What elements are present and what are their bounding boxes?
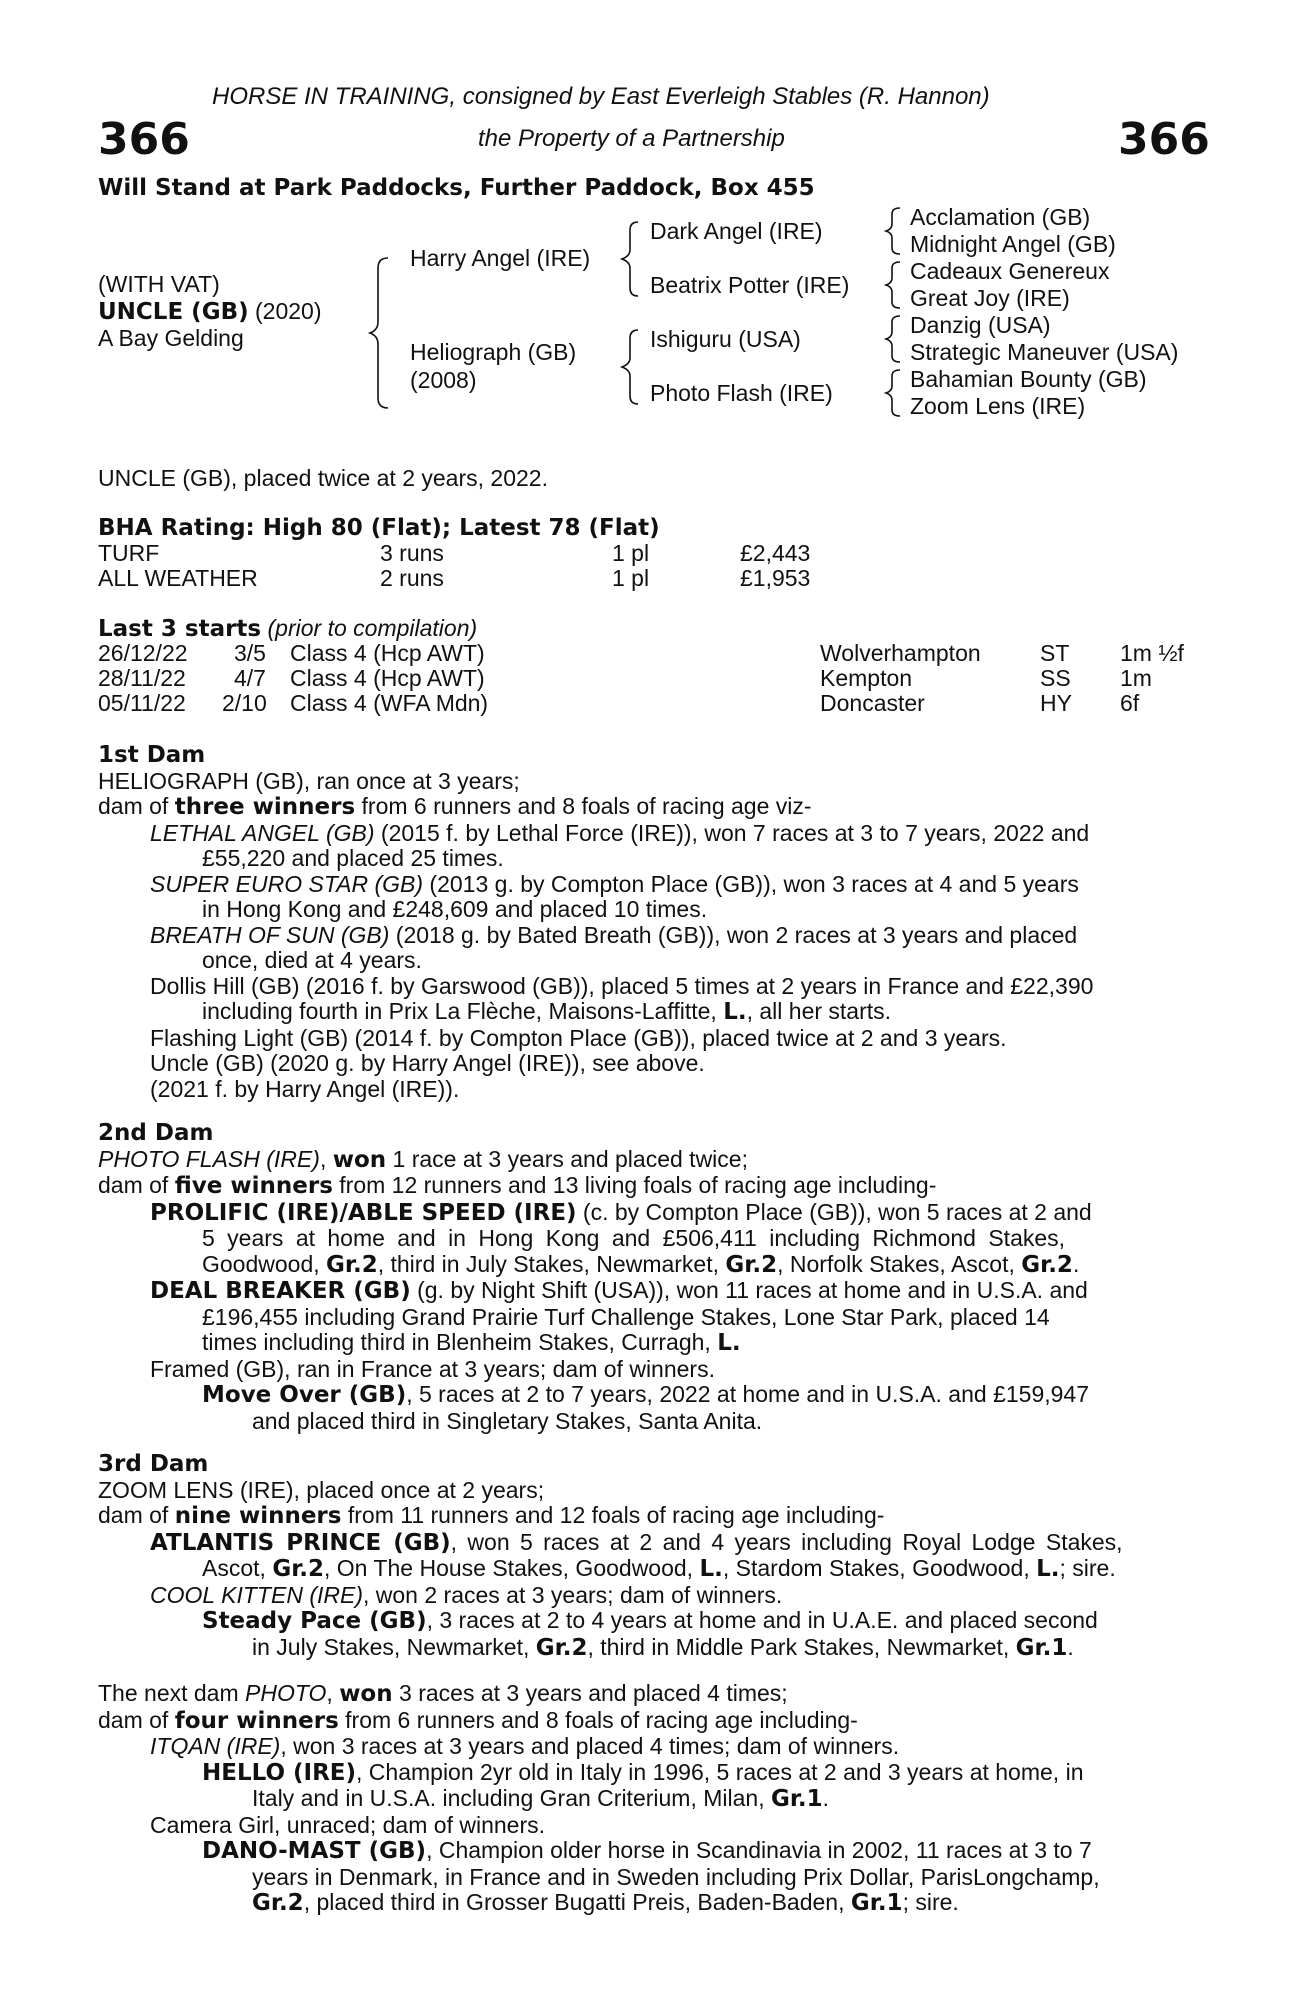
t: , [326,1680,340,1706]
progeny-name: DANO-MAST (GB) [202,1838,427,1864]
won: won [339,1681,393,1707]
progeny-entry: Flashing Light (GB) (2014 f. by Compton Place (GB)), placed twice at 2 and 3 years. [150,1024,1007,1051]
grade: Gr.2 [252,1890,304,1916]
progeny-name: DEAL BREAKER (GB) [150,1278,411,1304]
progeny-entry [98,872,1206,898]
t: , Champion older horse in Scandinavia in 2002, 11 races at 3 to 7 [426,1837,1092,1863]
start-date-3: 05/11/22 [98,690,186,716]
won: won [332,1146,387,1173]
t: Ascot, [202,1555,273,1581]
t: dam of [98,1502,175,1528]
progeny-entry [98,1530,1206,1557]
sss: Acclamation (GB) [910,204,1091,230]
t: , placed third in Grosser Bugatti Preis, Baden-Baden, [303,1889,851,1915]
rating-runs-1: 3 runs [380,540,444,566]
progeny-name: ITQAN (IRE) [150,1733,281,1759]
t: , third in Middle Park Stakes, Newmarket, [587,1633,1016,1660]
grand-progeny-cont: years in Denmark, in France and in Sweden including Prix Dollar, ParisLongchamp, [252,1863,1100,1890]
start-going-3: HY [1040,690,1072,716]
second-dam-title: 2nd Dam [98,1120,214,1146]
progeny-entry: (2021 f. by Harry Angel (IRE)). [150,1075,460,1102]
rating-amount-2: £1,953 [740,565,811,591]
t: , 5 races at 2 to 7 years, 2022 at home and in U.S.A. and £159,947 [406,1381,1089,1407]
progeny-entry [98,1734,1206,1760]
grade: Gr.2 [1021,1251,1073,1278]
grand-progeny-cont: and placed third in Singletary Stakes, Santa Anita. [252,1407,763,1434]
property-line: the Property of a Partnership [478,125,785,152]
rating-surface-1: TURF [98,540,160,566]
start-going-2: SS [1040,665,1071,691]
dam-name: PHOTO [245,1680,327,1706]
t: from 6 runners and 8 foals of racing age viz- [355,793,812,819]
sire-sire: Dark Angel (IRE) [650,218,823,244]
t: dam of [98,1172,175,1198]
progeny-entry [98,1278,1206,1305]
dam-year: (2008) [410,367,477,393]
start-dist-1: 1m ½f [1120,640,1184,666]
progeny-entry-cont [98,1556,1206,1583]
t: , third in July Stakes, Newmarket, [377,1250,726,1277]
horse-year: (2020) [255,298,322,324]
progeny-entry [98,923,1206,949]
t: from 12 runners and 13 living foals of racing age including- [332,1172,937,1198]
first-dam-section [98,743,1206,1102]
t: , won 2 races at 3 years; dam of winners. [363,1581,783,1608]
dam-sire: Ishiguru (USA) [650,326,801,352]
start-course-1: Wolverhampton [820,640,981,666]
progeny-entry: Dollis Hill (GB) (2016 f. by Garswood (GB)), placed 5 times at 2 years in France and £22,390 [150,972,1094,999]
t: . [822,1785,830,1811]
vat-note: (WITH VAT) [98,271,220,297]
first-dam-line: HELIOGRAPH (GB), ran once at 3 years; [98,767,520,794]
t: in July Stakes, Newmarket, [252,1633,536,1660]
progeny-entry-cont [98,999,1206,1026]
horse-description: A Bay Gelding [98,325,244,351]
rating-amount-1: £2,443 [740,540,811,566]
start-course-2: Kempton [820,665,913,691]
first-dam-title: 1st Dam [98,742,206,768]
winners-count: nine winners [174,1503,342,1529]
starts-title: Last 3 starts [98,616,262,642]
progeny-entry: Framed (GB), ran in France at 3 years; dam of winners. [150,1355,715,1382]
t: , Norfolk Stakes, Ascot, [777,1250,1022,1277]
progeny-name: COOL KITTEN (IRE) [150,1581,363,1608]
horse-title [98,299,322,326]
progeny-name: Steady Pace (GB) [202,1608,427,1634]
t: 1 race at 3 years and placed twice; [386,1145,748,1172]
t: from 11 runners and 12 foals of racing age including- [341,1502,885,1528]
progeny-entry-cont: once, died at 4 years. [202,947,422,973]
progeny-name: BREATH OF SUN (GB) [150,921,390,948]
progeny-entry-cont: £196,455 including Grand Prairie Turf Challenge Stakes, Lone Star Park, placed 14 [202,1303,1050,1330]
rating-pl-2: 1 pl [612,565,650,591]
t: (2018 g. by Bated Breath (GB)), won 2 races at 3 years and placed [389,921,1078,948]
third-dam-produce [98,1503,1206,1530]
dam: Heliograph (GB) [410,339,577,365]
t: (c. by Compton Place (GB)), won 5 races at 2 and [576,1198,1092,1225]
progeny-entry-cont: 5 years at home and in Hong Kong and £506,411 including Richmond Stakes, [202,1225,1066,1251]
next-dam-section [98,1681,1206,1917]
dsd: Strategic Maneuver (USA) [910,339,1179,365]
grand-progeny-cont [98,1786,1206,1813]
start-pos-2: 4/7 [234,665,266,691]
t: . [1067,1633,1074,1660]
progeny-entry: Camera Girl, unraced; dam of winners. [150,1811,545,1838]
start-date-2: 28/11/22 [98,665,186,691]
next-dam-produce [98,1708,1206,1735]
third-dam-title: 3rd Dam [98,1451,209,1477]
sire: Harry Angel (IRE) [410,245,591,271]
progeny-entry-cont [98,1330,1206,1357]
stand-location: Will Stand at Park Paddocks, Further Paddock, Box 455 [98,175,815,201]
t: from 6 runners and 8 foals of racing age including- [338,1706,858,1733]
start-race-3: Class 4 (WFA Mdn) [290,690,489,716]
start-pos-1: 3/5 [234,640,266,666]
progeny-entry: Uncle (GB) (2020 g. by Harry Angel (IRE)), see above. [150,1050,705,1076]
t: , [319,1145,333,1172]
t: , won 5 races at 2 and 4 years including Royal Lodge Stakes, [450,1528,1123,1555]
winners-count: four winners [174,1707,339,1734]
rating-title: BHA Rating: High 80 (Flat); Latest 78 (Flat) [98,515,660,541]
t: , Stardom Stakes, Goodwood, [722,1555,1037,1581]
progeny-entry-cont: £55,220 and placed 25 times. [202,845,504,871]
second-dam-line [98,1147,1206,1174]
grade: Gr.1 [1015,1634,1068,1661]
second-dam-produce [98,1173,1206,1200]
grade: Gr.2 [535,1634,588,1661]
t: ; sire. [902,1889,959,1915]
t: dam of [98,1706,175,1733]
third-dam-section [98,1452,1206,1661]
progeny-name: PROLIFIC (IRE)/ABLE SPEED (IRE) [150,1199,577,1226]
start-course-3: Doncaster [820,690,925,716]
t: including fourth in Prix La Flèche, Maisons-Laffitte, [202,998,724,1024]
start-pos-3: 2/10 [222,690,267,716]
progeny-name: HELLO (IRE) [202,1759,357,1786]
progeny-entry [98,821,1206,847]
t: (2015 f. by Lethal Force (IRE)), won 7 races at 3 to 7 years, 2022 and [374,819,1090,846]
t: The next dam [98,1680,246,1706]
grade: L. [699,1556,723,1582]
t: , Champion 2yr old in Italy in 1996, 5 races at 2 and 3 years at home, in [356,1758,1084,1785]
next-dam-line [98,1681,1206,1708]
start-dist-2: 1m [1120,665,1152,691]
winners-count: five winners [174,1173,333,1199]
progeny-name: LETHAL ANGEL (GB) [150,819,375,846]
dam-dam: Photo Flash (IRE) [650,380,833,406]
dds: Bahamian Bounty (GB) [910,366,1147,392]
t: Goodwood, [202,1250,327,1277]
grade: Gr.2 [326,1251,378,1278]
rating-pl-1: 1 pl [612,540,650,566]
start-dist-3: 6f [1120,690,1140,716]
t: , won 3 races at 3 years and placed 4 times; dam of winners. [280,1733,900,1759]
third-dam-line: ZOOM LENS (IRE), placed once at 2 years; [98,1476,545,1503]
grade: L. [1036,1556,1060,1582]
grade: Gr.2 [725,1251,778,1278]
grand-progeny-cont [98,1635,1206,1662]
rating-surface-2: ALL WEATHER [98,565,258,591]
start-race-2: Class 4 (Hcp AWT) [290,665,485,691]
progeny-entry-cont: in Hong Kong and £248,609 and placed 10 times. [202,896,708,922]
second-dam-section [98,1121,1206,1434]
sdd: Great Joy (IRE) [910,285,1070,311]
t: times including third in Blenheim Stakes, Curragh, [202,1329,718,1355]
t: (2013 g. by Compton Place (GB)), won 3 races at 4 and 5 years [423,870,1079,897]
t: . [1072,1250,1080,1277]
grand-progeny-entry [98,1608,1206,1635]
lot-number-left: 366 [98,114,190,165]
rating-runs-2: 2 runs [380,565,444,591]
winners-count: three winners [174,794,356,820]
start-date-1: 26/12/22 [98,640,188,666]
first-dam-produce [98,794,1206,821]
t: Italy and in U.S.A. including Gran Criterium, Milan, [252,1785,771,1811]
progeny-name: Move Over (GB) [202,1382,407,1408]
horse-name: UNCLE (GB) [98,299,249,325]
t: , 3 races at 2 to 4 years at home and in U.A.E. and placed second [426,1607,1098,1633]
start-going-1: ST [1040,640,1070,666]
t: (g. by Night Shift (USA)), won 11 races at home and in U.S.A. and [410,1277,1088,1303]
sds: Cadeaux Genereux [910,258,1110,284]
grade: Gr.1 [850,1890,903,1916]
ddd: Zoom Lens (IRE) [910,393,1086,419]
summary: UNCLE (GB), placed twice at 2 years, 2022. [98,465,548,491]
t: dam of [98,793,175,819]
starts-heading [98,616,477,643]
grade: Gr.2 [272,1556,324,1582]
grade: L. [717,1330,741,1356]
t: ; sire. [1059,1555,1116,1581]
dam-name: PHOTO FLASH (IRE) [98,1145,320,1172]
sire-dam: Beatrix Potter (IRE) [650,272,850,298]
grand-progeny-entry [98,1382,1206,1409]
grade: L. [723,999,747,1025]
start-race-1: Class 4 (Hcp AWT) [290,640,485,666]
grand-progeny-entry [98,1760,1206,1787]
progeny-entry-cont [98,1252,1206,1279]
consignor-line: HORSE IN TRAINING, consigned by East Everleigh Stables (R. Hannon) [212,83,990,110]
t: , On The House Stakes, Goodwood, [324,1555,700,1581]
lot-number-right: 366 [1118,114,1210,165]
grade: Gr.1 [770,1786,823,1812]
starts-subtitle: (prior to compilation) [267,615,478,641]
grand-progeny-cont [98,1890,1206,1917]
progeny-name: SUPER EURO STAR (GB) [150,870,424,897]
ssd: Midnight Angel (GB) [910,231,1116,257]
t: 3 races at 3 years and placed 4 times; [392,1680,788,1706]
progeny-entry [98,1200,1206,1227]
t: , all her starts. [746,998,892,1024]
progeny-name: ATLANTIS PRINCE (GB) [150,1529,451,1556]
grand-progeny-entry [98,1838,1206,1865]
progeny-entry [98,1583,1206,1609]
dss: Danzig (USA) [910,312,1051,338]
